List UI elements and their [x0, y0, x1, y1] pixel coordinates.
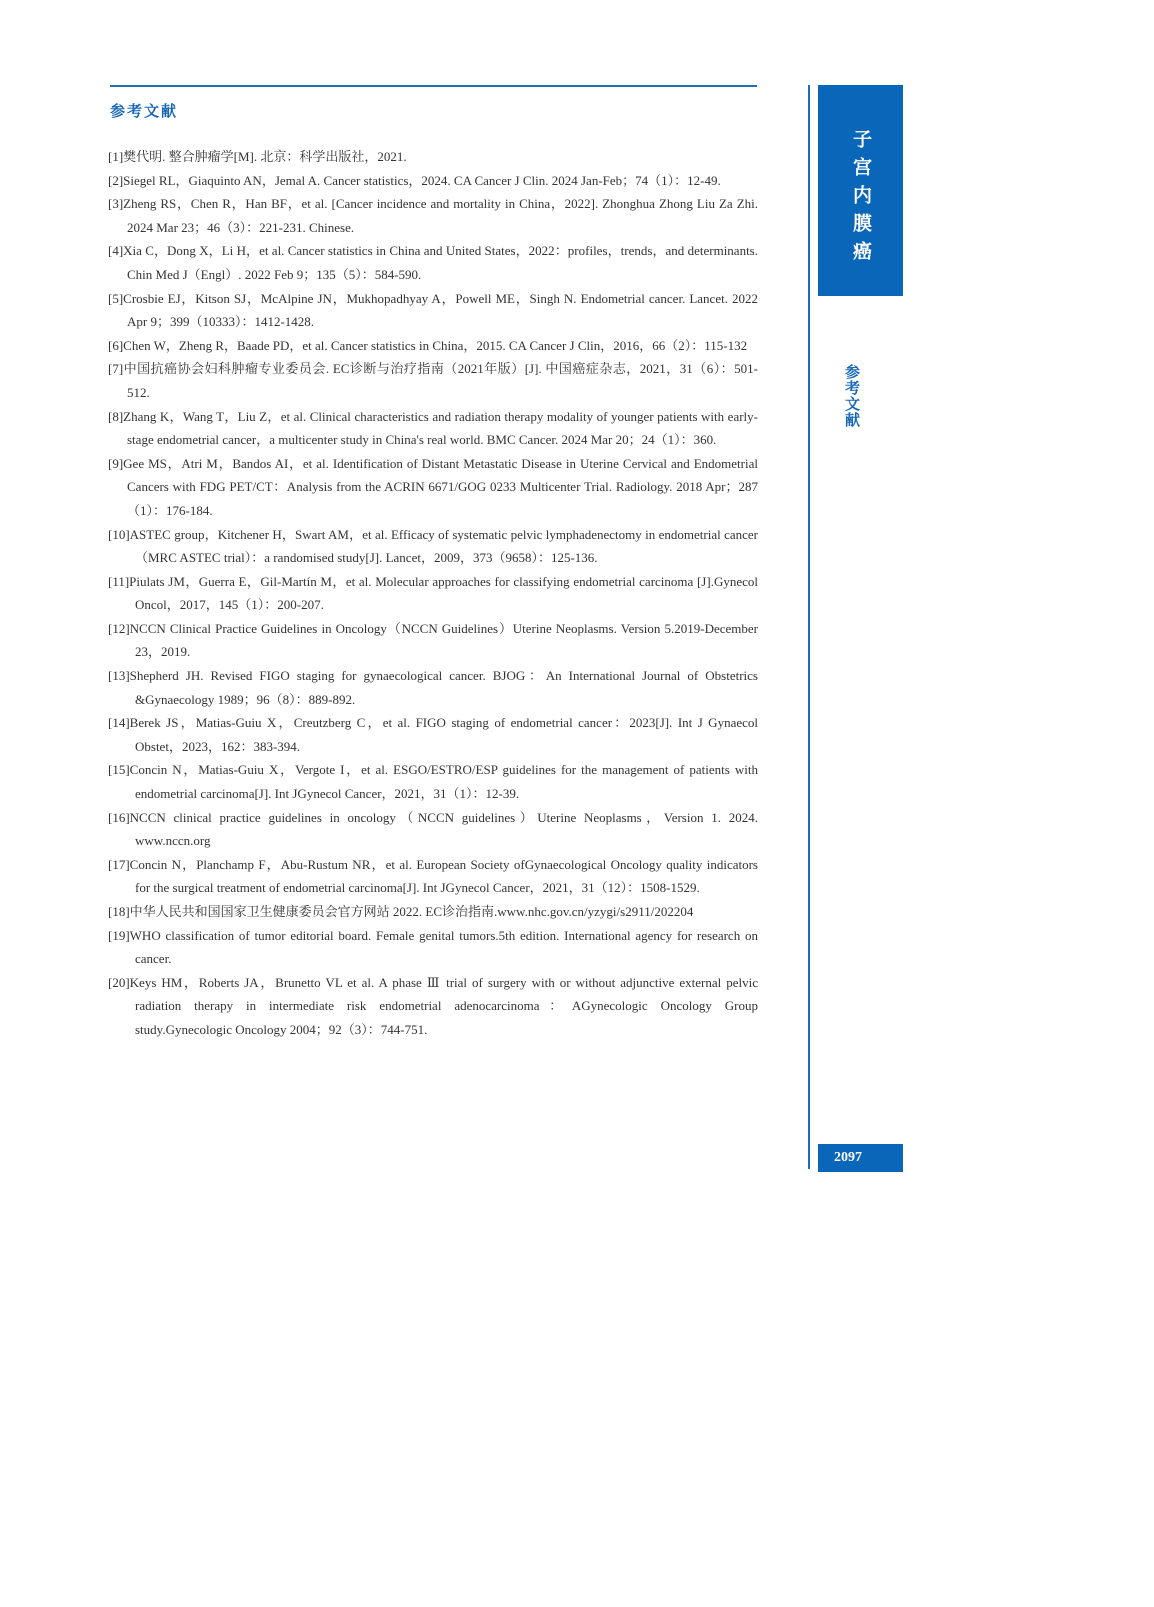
reference-item: [1]樊代明. 整合肿瘤学[M]. 北京：科学出版社，2021. — [108, 149, 407, 164]
reference-item: [13]Shepherd JH. Revised FIGO staging for gynaecological cancer. BJOG：An International Journal of Obstetrics &Gynaecology 1989；96（8）：889-892. — [108, 668, 758, 707]
reference-item: [9]Gee MS，Atri M，Bandos AI，et al. Identification of Distant Metastatic Disease in Uterine Cervical and Endometrial Cancers with FDG PET/CT：Analysis from the ACRIN 6671/GOG 0233 Multicenter Trial. Radiology. 2018 Apr；287（1）：176-184. — [108, 455, 758, 518]
chapter-title: 子宫内膜癌 — [850, 129, 872, 269]
section-title: 参考文献 — [110, 102, 179, 120]
reference-list — [108, 145, 758, 1042]
reference-item: [15]Concin N，Matias-Guiu X，Vergote I，et al. ESGO/ESTRO/ESP guidelines for the management of patients with endometrial carcinoma[J]. Int JGynecol Cancer，2021，31（1）：12-39. — [108, 762, 758, 802]
reference-item: [5]Crosbie EJ，Kitson SJ，McAlpine JN，Mukhopadhyay A，Powell ME，Singh N. Endometrial cancer. Lancet. 2022 Apr 9；399（10333）：1412-1428. — [108, 290, 758, 330]
chapter-tab — [818, 85, 903, 296]
reference-item: [18]中华人民共和国国家卫生健康委员会官方网站 2022. EC诊治指南.www.nhc.gov.cn/yzygi/s2911/202204 — [108, 904, 694, 919]
reference-item: [11]Piulats JM，Guerra E，Gil-Martín M，et al. Molecular approaches for classifying endometrial carcinoma [J].Gynecol Oncol，2017，145（1）：200-207. — [108, 573, 758, 613]
reference-item: [19]WHO classification of tumor editorial board. Female genital tumors.5th edition. International agency for research on cancer. — [108, 927, 758, 967]
sidebar-rule — [808, 85, 810, 1169]
reference-item: [12]NCCN Clinical Practice Guidelines in Oncology（NCCN Guidelines）Uterine Neoplasms. Version 5.2019-December 23，2019. — [108, 620, 758, 660]
reference-item: [20]Keys HM，Roberts JA，Brunetto VL et al. A phase Ⅲ trial of surgery with or without adjunctive external pelvic radiation therapy in intermediate risk endometrial adenocarcinoma：AGynecologic Oncology Group study.Gynecologic Oncology 2004；92（3）：744-751. — [108, 974, 758, 1037]
reference-item: [8]Zhang K，Wang T，Liu Z，et al. Clinical characteristics and radiation therapy modality of younger patients with early-stage endometrial cancer，a multicenter study in China's real world. BMC Cancer. 2024 Mar 20；24（1）：360. — [108, 408, 758, 448]
reference-item: [7]中国抗癌协会妇科肿瘤专业委员会. EC诊断与治疗指南（2021年版）[J]. 中国癌症杂志，2021，31（6）：501-512. — [108, 361, 758, 400]
reference-item: [4]Xia C，Dong X，Li H，et al. Cancer statistics in China and United States，2022：profiles，trends，and determinants. Chin Med J（Engl）. 2022 Feb 9；135（5）：584-590. — [108, 243, 758, 282]
reference-item: [16]NCCN clinical practice guidelines in oncology（NCCN guidelines）Uterine Neoplasms，Version 1. 2024. www.nccn.org — [108, 809, 758, 849]
reference-item: [6]Chen W，Zheng R，Baade PD，et al. Cancer statistics in China，2015. CA Cancer J Clin，2016，66（2）：115-132 — [108, 337, 748, 353]
sidebar-section-label: 参考文献 — [843, 364, 861, 428]
reference-item: [3]Zheng RS，Chen R，Han BF，et al. [Cancer incidence and mortality in China，2022]. Zhonghua Zhong Liu Za Zhi. 2024 Mar 23；46（3）：221-231. Chinese. — [108, 196, 758, 235]
page-number: 2097 — [818, 1144, 903, 1172]
reference-item: [10]ASTEC group，Kitchener H，Swart AM，et al. Efficacy of systematic pelvic lymphadenectomy in endometrial cancer（MRC ASTEC trial）：a randomised study[J]. Lancet，2009，373（9658）：125-136. — [108, 526, 758, 566]
reference-item: [17]Concin N，Planchamp F，Abu-Rustum NR，et al. European Society ofGynaecological Oncology quality indicators for the surgical treatment of endometrial carcinoma[J]. Int JGynecol Cancer，2021，31（12）：1508-1529. — [108, 856, 758, 896]
reference-item: [14]Berek JS，Matias-Guiu X，Creutzberg C，et al. FIGO staging of endometrial cancer：2023[J]. Int J Gynaecol Obstet，2023，162：383-394. — [108, 715, 758, 754]
reference-item: [2]Siegel RL，Giaquinto AN，Jemal A. Cancer statistics，2024. CA Cancer J Clin. 2024 Jan-Feb；74（1）：12-49. — [108, 172, 721, 188]
top-rule — [110, 85, 757, 87]
